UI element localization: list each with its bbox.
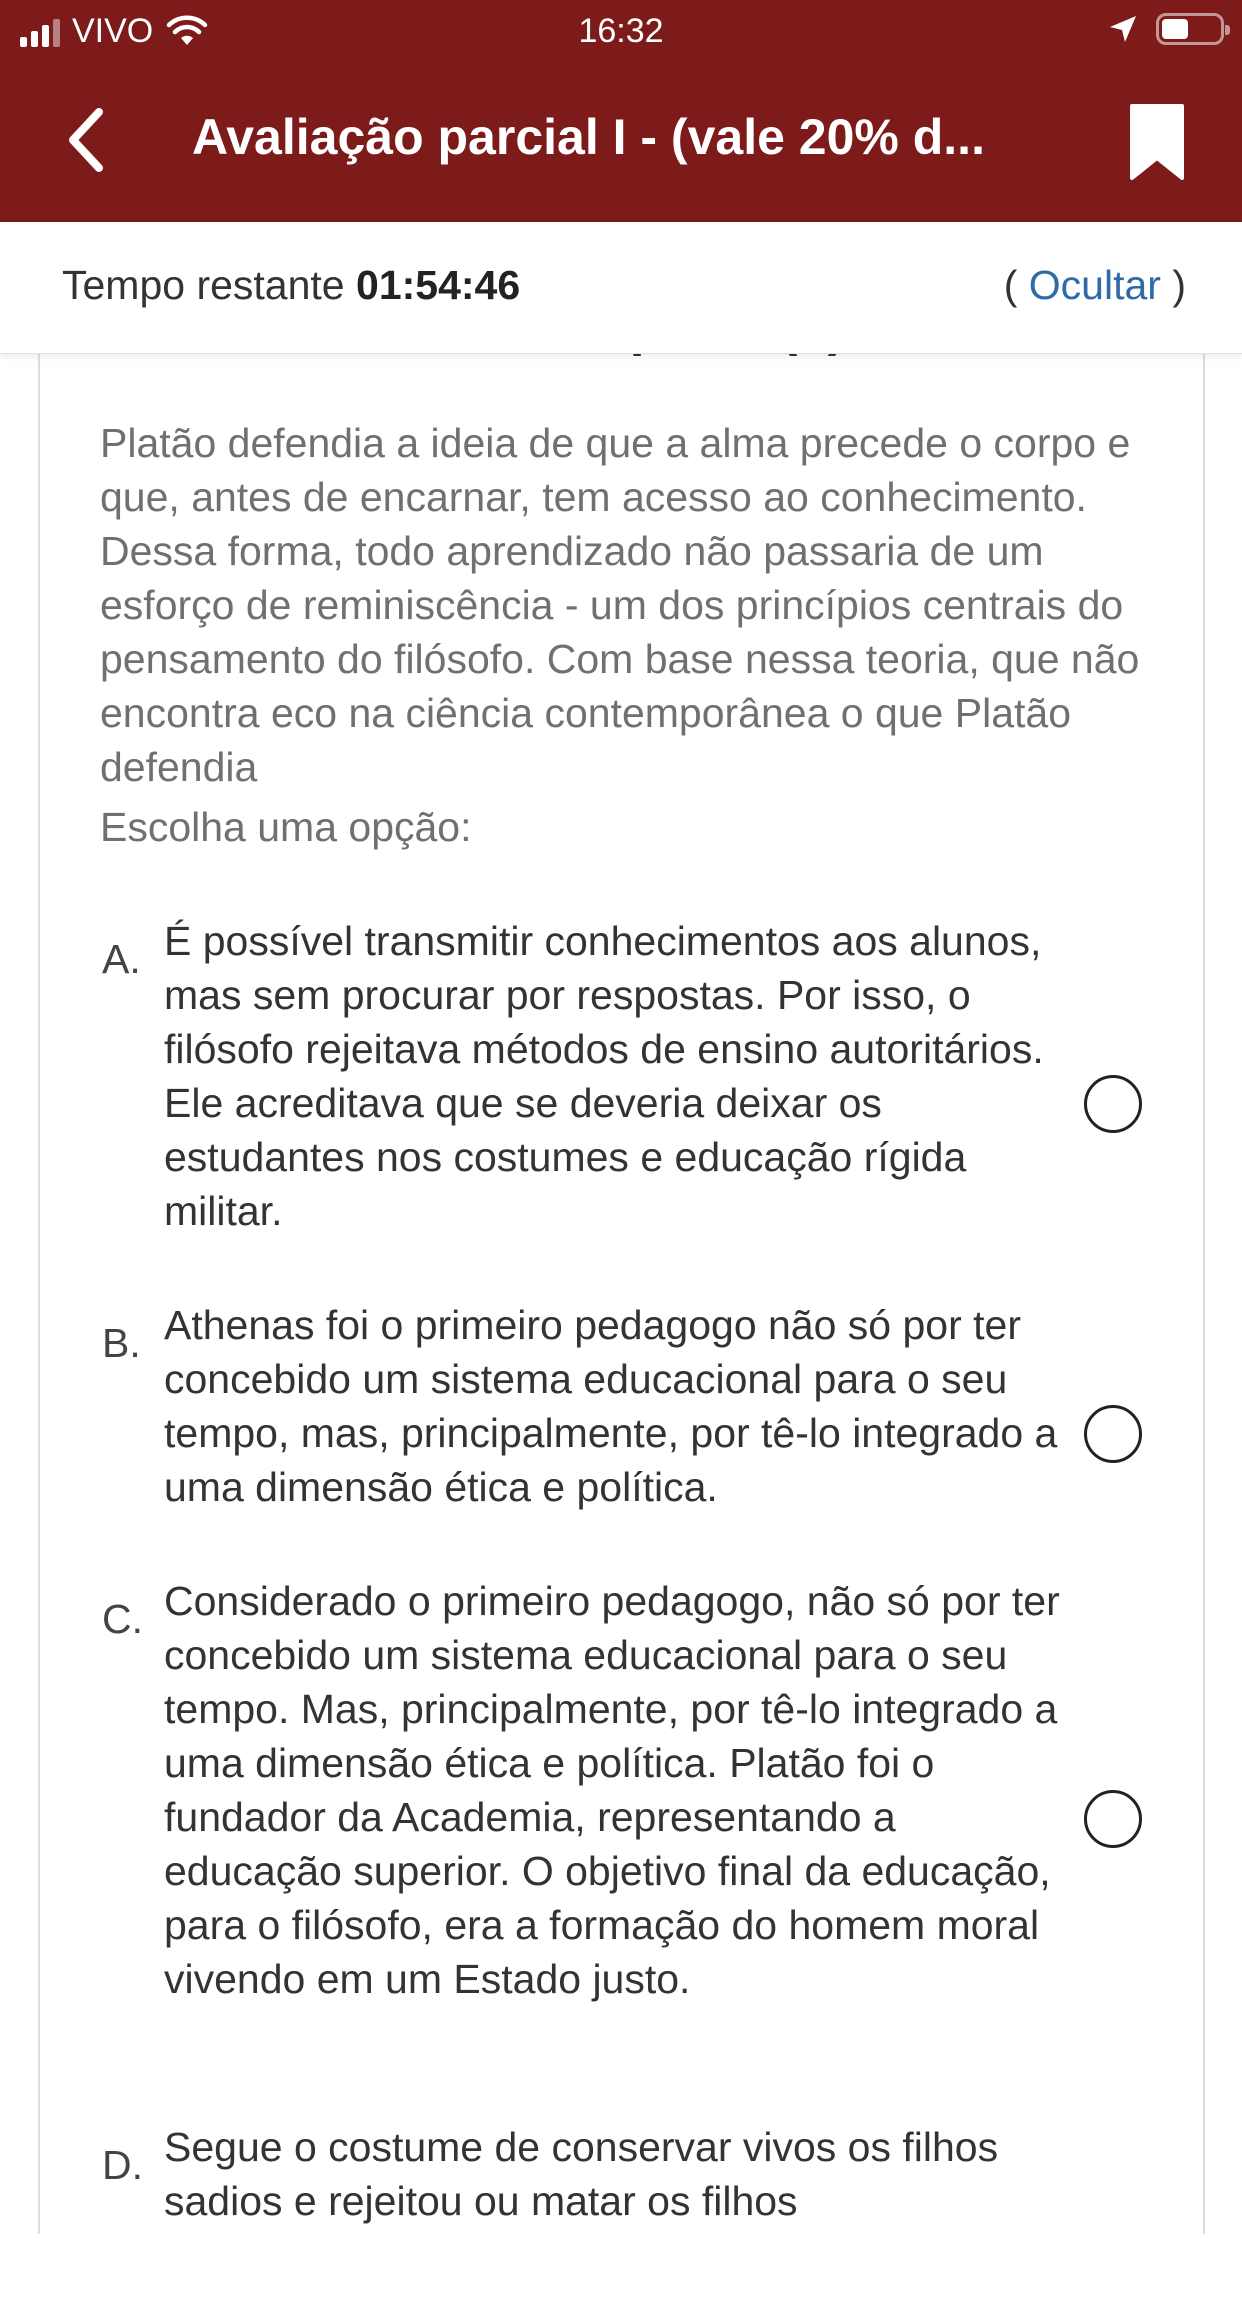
option-letter: A. xyxy=(102,936,141,982)
option-b[interactable] xyxy=(40,1298,1207,1518)
option-b-radio[interactable] xyxy=(1084,1405,1142,1463)
hide-timer xyxy=(1004,262,1186,309)
question-card xyxy=(38,354,1205,2234)
hide-paren-open: ( xyxy=(1003,262,1018,308)
option-text: É possível transmitir conhecimentos aos alunos, mas sem procurar por respostas. Por isso, o filósofo rejeitava métodos de ensino autoritários. Ele acreditava que se deveria deixar os estudantes nos costumes e educação rígida militar. xyxy=(164,918,1044,1234)
question-text: Platão defendia a ideia de que a alma precede o corpo e que, antes de encarnar, tem acesso ao conhecimento. Dessa forma, todo aprendizado não passaria de um esforço de reminiscência - um dos princípios centrais do pensamento do filósofo. Com base nessa teoria, que não encontra eco na ciência contemporânea o que Platão defendia xyxy=(100,420,1140,790)
location-arrow-icon xyxy=(1108,14,1138,44)
hide-paren-close: ) xyxy=(1172,262,1186,308)
option-text: Segue o costume de conservar vivos os filhos sadios e rejeitou ou matar os filhos xyxy=(164,2124,999,2224)
option-letter: C. xyxy=(102,1596,143,1642)
option-c[interactable] xyxy=(40,1574,1207,2070)
back-chevron-icon xyxy=(65,108,105,172)
option-d[interactable] xyxy=(40,2120,1207,2320)
carrier-name: VIVO xyxy=(72,12,154,50)
option-a-radio[interactable] xyxy=(1084,1075,1142,1133)
nav-row xyxy=(0,90,1242,195)
battery-icon xyxy=(1156,13,1224,45)
option-c-radio[interactable] xyxy=(1084,1790,1142,1848)
time-remaining xyxy=(62,262,520,309)
option-text: Considerado o primeiro pedagogo, não só por ter concebido um sistema educacional para o seu tempo. Mas, principalmente, por tê-lo integrado a uma dimensão ética e política. Platão foi o fundador da Academia, representando a educação superior. O objetivo final da educação, para o filósofo, era a formação do homem moral vivendo em um Estado justo. xyxy=(164,1578,1060,2002)
choose-option-prompt: Escolha uma opção: xyxy=(100,804,472,850)
app-header xyxy=(0,0,1242,222)
status-time: 16:32 xyxy=(578,12,664,50)
bookmark-button[interactable] xyxy=(1126,102,1188,182)
bookmark-icon xyxy=(1126,102,1188,182)
option-letter: B. xyxy=(102,1320,141,1366)
option-letter: D. xyxy=(102,2142,143,2188)
option-text: Athenas foi o primeiro pedagogo não só por ter concebido um sistema educacional para o seu tempo, mas, principalmente, por tê-lo integrado a uma dimensão ética e política. xyxy=(164,1302,1058,1510)
option-a[interactable] xyxy=(40,914,1207,1244)
back-button[interactable] xyxy=(50,100,120,180)
timer-bar xyxy=(0,222,1242,354)
status-right xyxy=(1108,13,1224,45)
time-remaining-label: Tempo restante xyxy=(62,262,345,308)
status-bar xyxy=(0,0,1242,62)
page-title: Avaliação parcial I - (vale 20% d... xyxy=(192,109,985,165)
hide-timer-link[interactable]: Ocultar xyxy=(1028,262,1161,308)
time-remaining-value: 01:54:46 xyxy=(356,262,521,308)
